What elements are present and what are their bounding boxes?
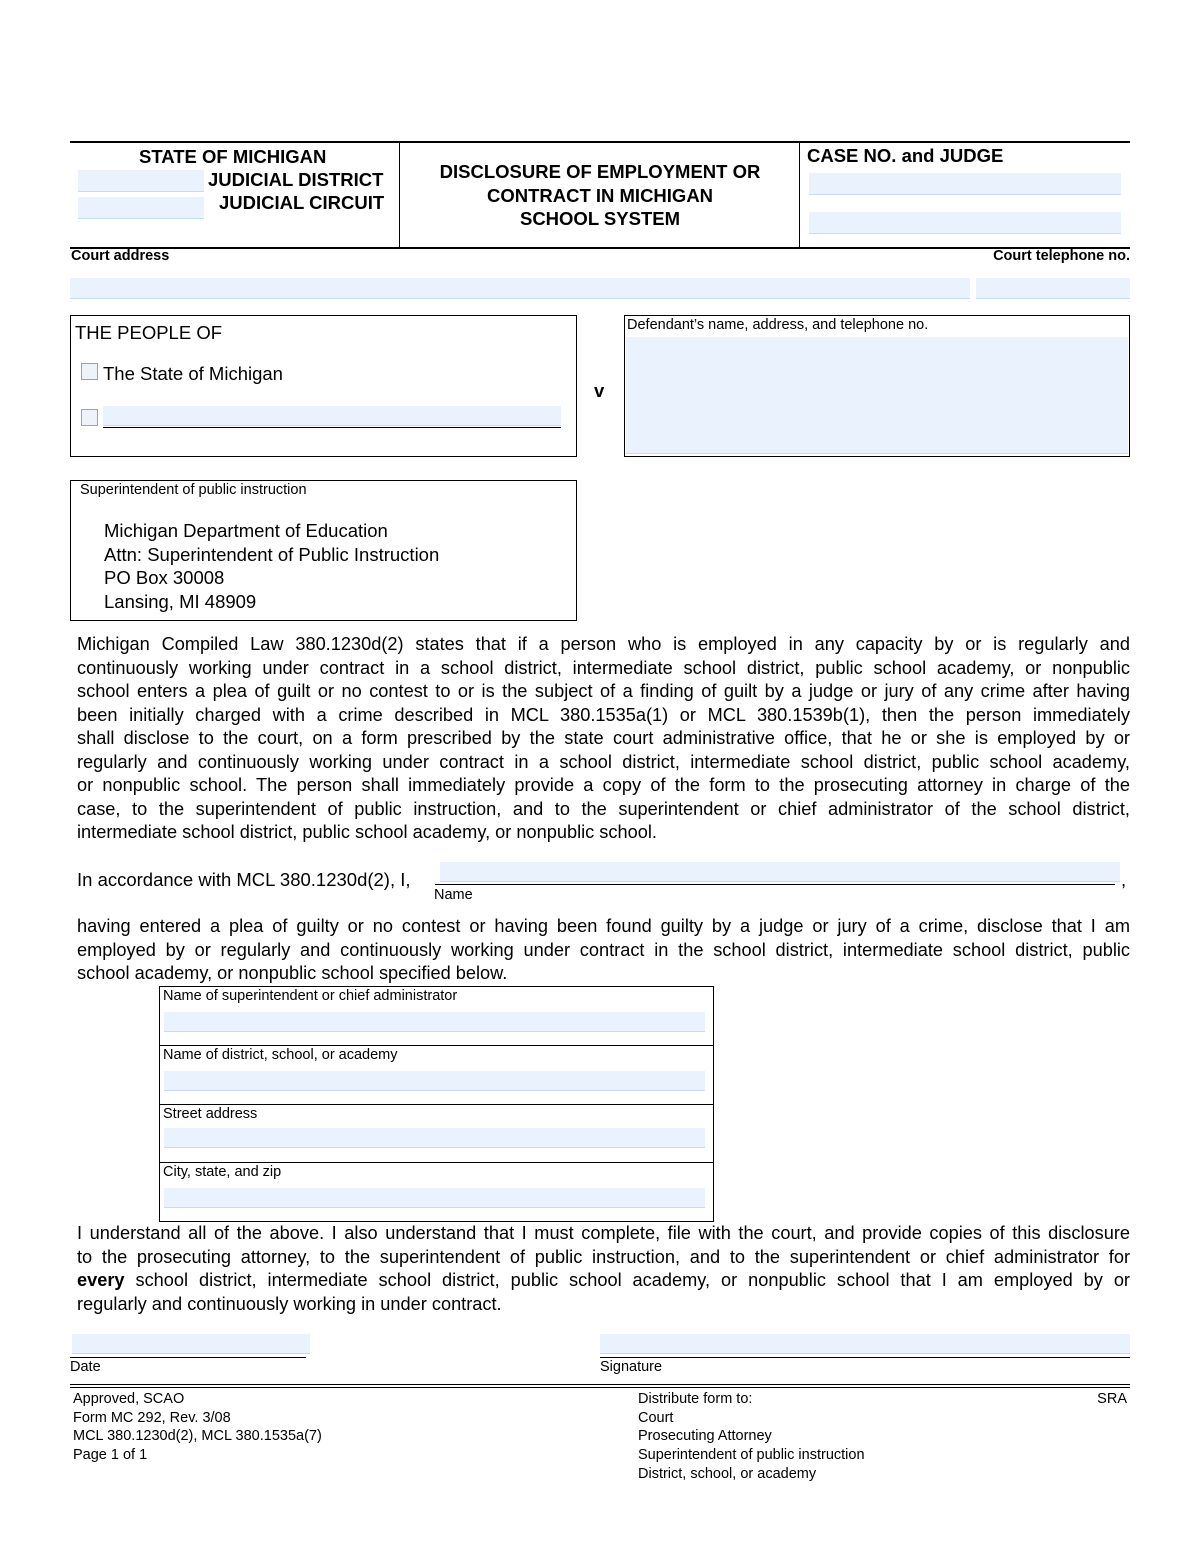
superintendent-line-1: Michigan Department of Education [104, 520, 388, 541]
case-no-judge-label: CASE NO. and JUDGE [807, 145, 1004, 166]
form-title [400, 160, 800, 231]
name-field[interactable] [440, 862, 1120, 882]
distribute-prosecuting-attorney: Prosecuting Attorney [638, 1428, 772, 1445]
street-address-label: Street address [163, 1106, 258, 1122]
defendant-label: Defendant’s name, address, and telephone no. [627, 317, 929, 333]
state-of-michigan-option-label: The State of Michigan [103, 363, 283, 384]
statute-line-9: intermediate school district, public school academy, or nonpublic school. [77, 822, 657, 842]
other-people-field[interactable] [103, 406, 561, 426]
school-table-divider-3 [159, 1162, 714, 1163]
statute-line-7: or nonpublic school. The person shall immediately provide a copy of the form to the prosecuting attorney in charge of the [77, 775, 1130, 795]
footer-left [73, 1390, 322, 1465]
school-table-divider-2 [159, 1104, 714, 1105]
distribute-superintendent: Superintendent of public instruction [638, 1447, 865, 1464]
street-address-field[interactable] [164, 1128, 705, 1148]
versus-label: v [594, 380, 605, 401]
statute-line-2: continuously working under contract in a school district, intermediate school district, public school academy, or nonpublic [77, 657, 1130, 678]
footer-rule-2 [70, 1387, 1130, 1388]
footer-page: Page 1 of 1 [73, 1447, 148, 1464]
form-title-line-1: DISCLOSURE OF EMPLOYMENT OR [439, 161, 761, 182]
statute-line-1: Michigan Compiled Law 380.1230d(2) states that if a person who is employed in any capacity by or is regularly and [77, 634, 1130, 654]
statute-line-5: shall disclose to the court, on a form prescribed by the state court administrative office, that he or she is employed by or [77, 728, 1130, 748]
city-state-zip-label: City, state, and zip [163, 1164, 282, 1180]
understand-line-3-rest: school district, intermediate school district, public school academy, or nonpublic school that I am employed by or [124, 1270, 1130, 1290]
footer-distribute [638, 1390, 865, 1484]
state-of-michigan-checkbox[interactable] [81, 363, 98, 380]
judge-field[interactable] [809, 212, 1121, 234]
case-no-field[interactable] [809, 173, 1121, 195]
footer-form-number: Form MC 292, Rev. 3/08 [73, 1409, 231, 1426]
court-telephone-field[interactable] [976, 278, 1130, 299]
footer-approved: Approved, SCAO [73, 1391, 185, 1407]
disclose-line-3: school academy, or nonpublic school specified below. [77, 963, 508, 983]
disclose-paragraph [77, 915, 1130, 986]
accordance-prefix: In accordance with MCL 380.1230d(2), I, [77, 869, 411, 890]
accordance-suffix: , [1121, 869, 1127, 890]
judicial-district-field[interactable] [78, 170, 204, 192]
statute-paragraph [77, 633, 1130, 845]
superintendent-name-field[interactable] [164, 1012, 705, 1032]
date-field[interactable] [72, 1334, 310, 1354]
disclose-line-1: having entered a plea of guilty or no contest or having been found guilty by a judge or jury of a crime, disclose that I am [77, 916, 1130, 936]
footer-mcl: MCL 380.1230d(2), MCL 380.1535a(7) [73, 1428, 322, 1445]
distribute-court: Court [638, 1409, 674, 1426]
form-title-line-3: SCHOOL SYSTEM [519, 208, 680, 229]
other-people-checkbox[interactable] [81, 409, 98, 426]
judicial-circuit-field[interactable] [78, 197, 204, 219]
superintendent-line-3: PO Box 30008 [104, 567, 225, 588]
people-heading: THE PEOPLE OF [75, 322, 223, 343]
understand-paragraph [77, 1222, 1130, 1316]
defendant-field[interactable] [626, 337, 1128, 454]
statute-line-4: been initially charged with a crime described in MCL 380.1535a(1) or MCL 380.1539b(1), then the person immediately [77, 704, 1130, 725]
district-name-field[interactable] [164, 1071, 705, 1091]
signature-underline [600, 1357, 1130, 1358]
other-people-underline [103, 427, 561, 428]
understand-every: every [77, 1270, 125, 1290]
superintendent-line-4: Lansing, MI 48909 [104, 590, 257, 612]
judicial-circuit-label: JUDICIAL CIRCUIT [219, 192, 385, 213]
court-telephone-label: Court telephone no. [993, 248, 1130, 264]
superintendent-label: Superintendent of public instruction [80, 482, 307, 498]
footer-rule-1 [70, 1384, 1130, 1385]
disclose-line-2: employed by or regularly and continuously working under contract in the school district, intermediate school district, public [77, 939, 1130, 960]
signature-label: Signature [600, 1359, 663, 1375]
date-underline [70, 1357, 306, 1358]
school-table-divider-1 [159, 1045, 714, 1046]
superintendent-name-label: Name of superintendent or chief administrator [163, 988, 458, 1004]
footer-code: SRA [1097, 1391, 1127, 1407]
court-address-label: Court address [71, 248, 170, 264]
understand-line-3 [77, 1269, 1130, 1293]
superintendent-line-2: Attn: Superintendent of Public Instruction [104, 543, 440, 565]
statute-line-6: regularly and continuously working under contract in a school district, intermediate school district, public school academy, [77, 751, 1130, 772]
distribute-heading: Distribute form to: [638, 1391, 753, 1407]
understand-line-4: regularly and continuously working in under contract. [77, 1293, 502, 1314]
court-address-field[interactable] [70, 278, 970, 299]
name-label: Name [434, 887, 473, 903]
statute-line-3: school enters a plea of guilt or no contest to or is the subject of a finding of guilt by a judge or jury of any crime after having [77, 681, 1130, 701]
name-underline [435, 884, 1115, 885]
statute-line-8: case, to the superintendent of public instruction, and to the superintendent or chief administrator of the school district, [77, 798, 1130, 819]
understand-line-1: I understand all of the above. I also understand that I must complete, file with the court, and provide copies of this disclosure [77, 1223, 1130, 1243]
city-state-zip-field[interactable] [164, 1188, 705, 1208]
distribute-district: District, school, or academy [638, 1465, 817, 1482]
signature-field[interactable] [600, 1334, 1130, 1354]
understand-line-2: to the prosecuting attorney, to the superintendent of public instruction, and to the superintendent or chief administrator for [77, 1246, 1130, 1267]
superintendent-address [104, 519, 439, 613]
judicial-district-label: JUDICIAL DISTRICT [208, 169, 384, 190]
state-of-michigan: STATE OF MICHIGAN [139, 146, 327, 167]
header-top-rule [70, 141, 1130, 143]
date-label: Date [70, 1359, 101, 1375]
form-title-line-2: CONTRACT IN MICHIGAN [486, 184, 714, 206]
district-name-label: Name of district, school, or academy [163, 1047, 398, 1063]
